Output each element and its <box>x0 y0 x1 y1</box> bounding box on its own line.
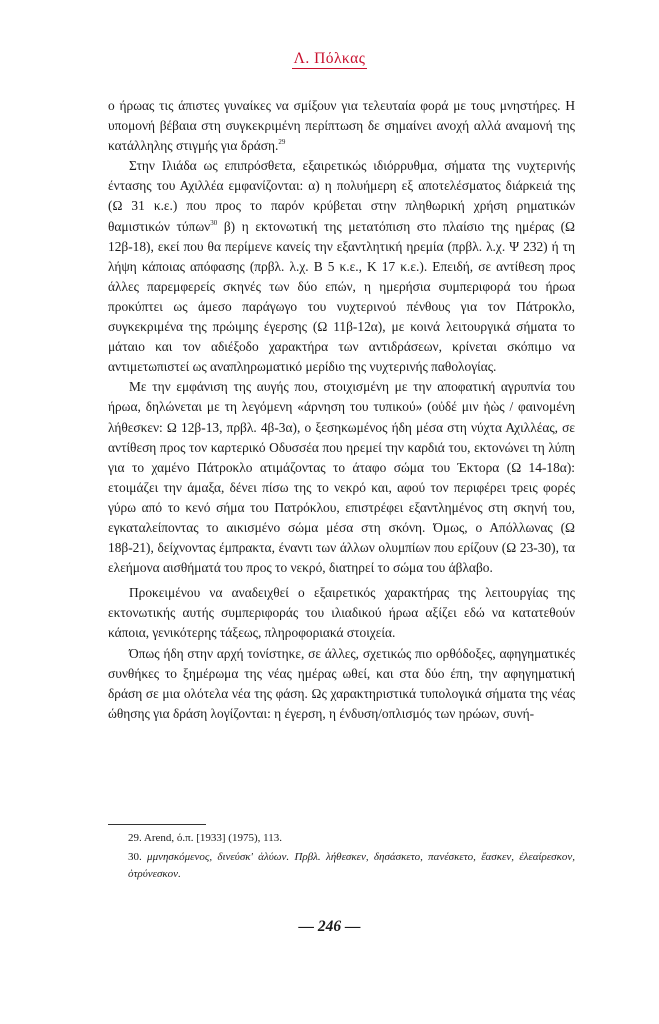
paragraph-text: Με την εμφάνιση της αυγής που, στοιχισμένη με την αποφατική αγρυπνία του ήρωα, δηλώνεται με τη λεγόμενη «άρνηση του τυπικού» (οὐδέ μιν ἠὼς / φαινομένη λήθεσκεν: Ω 12β-13, πρβλ. 4β-3α), ο ξεσηκωμένος ήδη μέσα στη νύχτα Αχιλλέας, σε αντίθεση προς τον καρτερικό Οδυσσέα που ηρεμεί την καρδιά του, εκτονώνει τη λύπη για το χαμένο Πάτροκλο ατιμάζοντας το άταφο σώμα του Έκτορα (Ω 14-18α): ετοιμάζει την άμαξα, δένει πίσω της το νεκρό και, αφού τον περιφέρει τρεις φορές γύρω από το κενό σήμα του Πατρόκλου, επιστρέφει εξαντλημένος στη σκηνή του, εγκαταλείποντας το αικισμένο σώμα μέσα στη σκόνη. Όμως, ο Απόλλωνας (Ω 18β-21), δείχνοντας έμπρακτα, έναντι των άλλων ολυμπίων που ερίζουν (Ω 23-30), τα ελεήμονα αισθήματά του προς το νεκρό, διατηρεί το σώμα του άβλαβο. <box>108 379 575 576</box>
footnote-text: μμνησκόμενος, δινεύσκ' ἀλύων. Πρβλ. λήθεσκεν, δησάσκετο, πανέσκετο, ἔασκεν, ἐλεαίρεσκον, ὀτρύνεσκον. <box>128 851 575 880</box>
paragraph <box>108 156 575 377</box>
footnote-number: 29. <box>128 832 142 844</box>
paragraph-text: Προκειμένου να αναδειχθεί ο εξαιρετικός χαρακτήρας της λειτουργίας της εκτονωτικής αυτής συμπεριφοράς του ιλιαδικού ήρωα αξίζει εδώ να κατατεθούν κάποια, γενικότερης τάξεως, πληροφοριακά στοιχεία. <box>108 585 575 641</box>
footnote-number: 30. <box>128 851 142 863</box>
footnote-ref: 29 <box>278 138 286 147</box>
paragraph-text: Όπως ήδη στην αρχή τονίστηκε, σε άλλες, σχετικώς πιο ορθόδοξες, αφηγηματικές συνθήκες το ξημέρωμα της νέας ημέρας ωθεί, και στα δύο έπη, την αφηγηματική δράση σε μια ολότελα νέα της φάση. Ως χαρακτηριστικά τυπολογικά σήματα της νέας ώθησης για δράση λογίζονται: η έγερση, η ένδυση/οπλισμός των ηρώων, συνή- <box>108 645 575 721</box>
footnotes <box>108 830 575 885</box>
footnote-divider <box>108 824 206 825</box>
running-header <box>0 50 659 68</box>
main-text <box>108 96 575 724</box>
paragraph-text: Στην Ιλιάδα ως επιπρόσθετα, εξαιρετικώς ιδιόρρυθμα, σήματα της νυχτερινής έντασης του Αχιλλέα εμφανίζονται: α) η πολυήμερη εξ αποτελέσματος διάρκειά της (Ω 31 κ.ε.) που προς το παρόν κρύβεται στην πληθωρική χρήση ρηματικών θαμιστικών τύπων <box>108 158 575 234</box>
footnote-ref: 30 <box>210 218 218 227</box>
footnote <box>108 830 575 847</box>
paragraph <box>108 96 575 156</box>
paragraph <box>108 377 575 578</box>
page-number: — 246 — <box>298 918 361 935</box>
paragraph-text: ο ήρωας τις άπιστες γυναίκες να σμίξουν για τελευταία φορά με τους μνηστήρες. Η υπομονή βέβαια στη συγκεκριμένη περίπτωση δε σημαίνει ανοχή αλλά αναμονή της κατάλληλης στιγμής για δράση. <box>108 98 575 154</box>
running-title: Λ. Πόλκας <box>293 50 366 67</box>
paragraph-text: β) η εκτονωτική της μετατόπιση στο πλαίσιο της ημέρας (Ω 12β-18), εκεί που θα περίμενε κανείς την εξαντλητική ηρεμία (πρβλ. λ.χ. Ψ 232) ή τη λήψη κάποιας απόφασης (πρβλ. λ.χ. Β 5 κ.ε., Κ 17 κ.ε.). Επειδή, σε αντίθεση προς άλλες παρεμφερείς σκηνές των δύο επών, η ημερήσια συμπεριφορά του ήρωα προκύπτει ως άμεσο παράγωγο του νυχτερινού πένθους για τον Πάτροκλο, συγκεκριμένα της πρώιμης έγερσης (Ω 11β-12α), με κοινά λειτουργικά σήματα το μάταιο και τον αδιέξοδο χαρακτήρα των αντιδράσεων, κρίνεται σκόπιμο να αντιμετωπιστεί ως αναπληρωματικό μερίδιο της νυχτερινής παθολογίας. <box>108 218 575 375</box>
paragraph <box>108 583 575 643</box>
footnote <box>108 849 575 883</box>
footnote-text: Arend, ό.π. [1933] (1975), 113. <box>143 832 282 844</box>
paragraph <box>108 644 575 724</box>
